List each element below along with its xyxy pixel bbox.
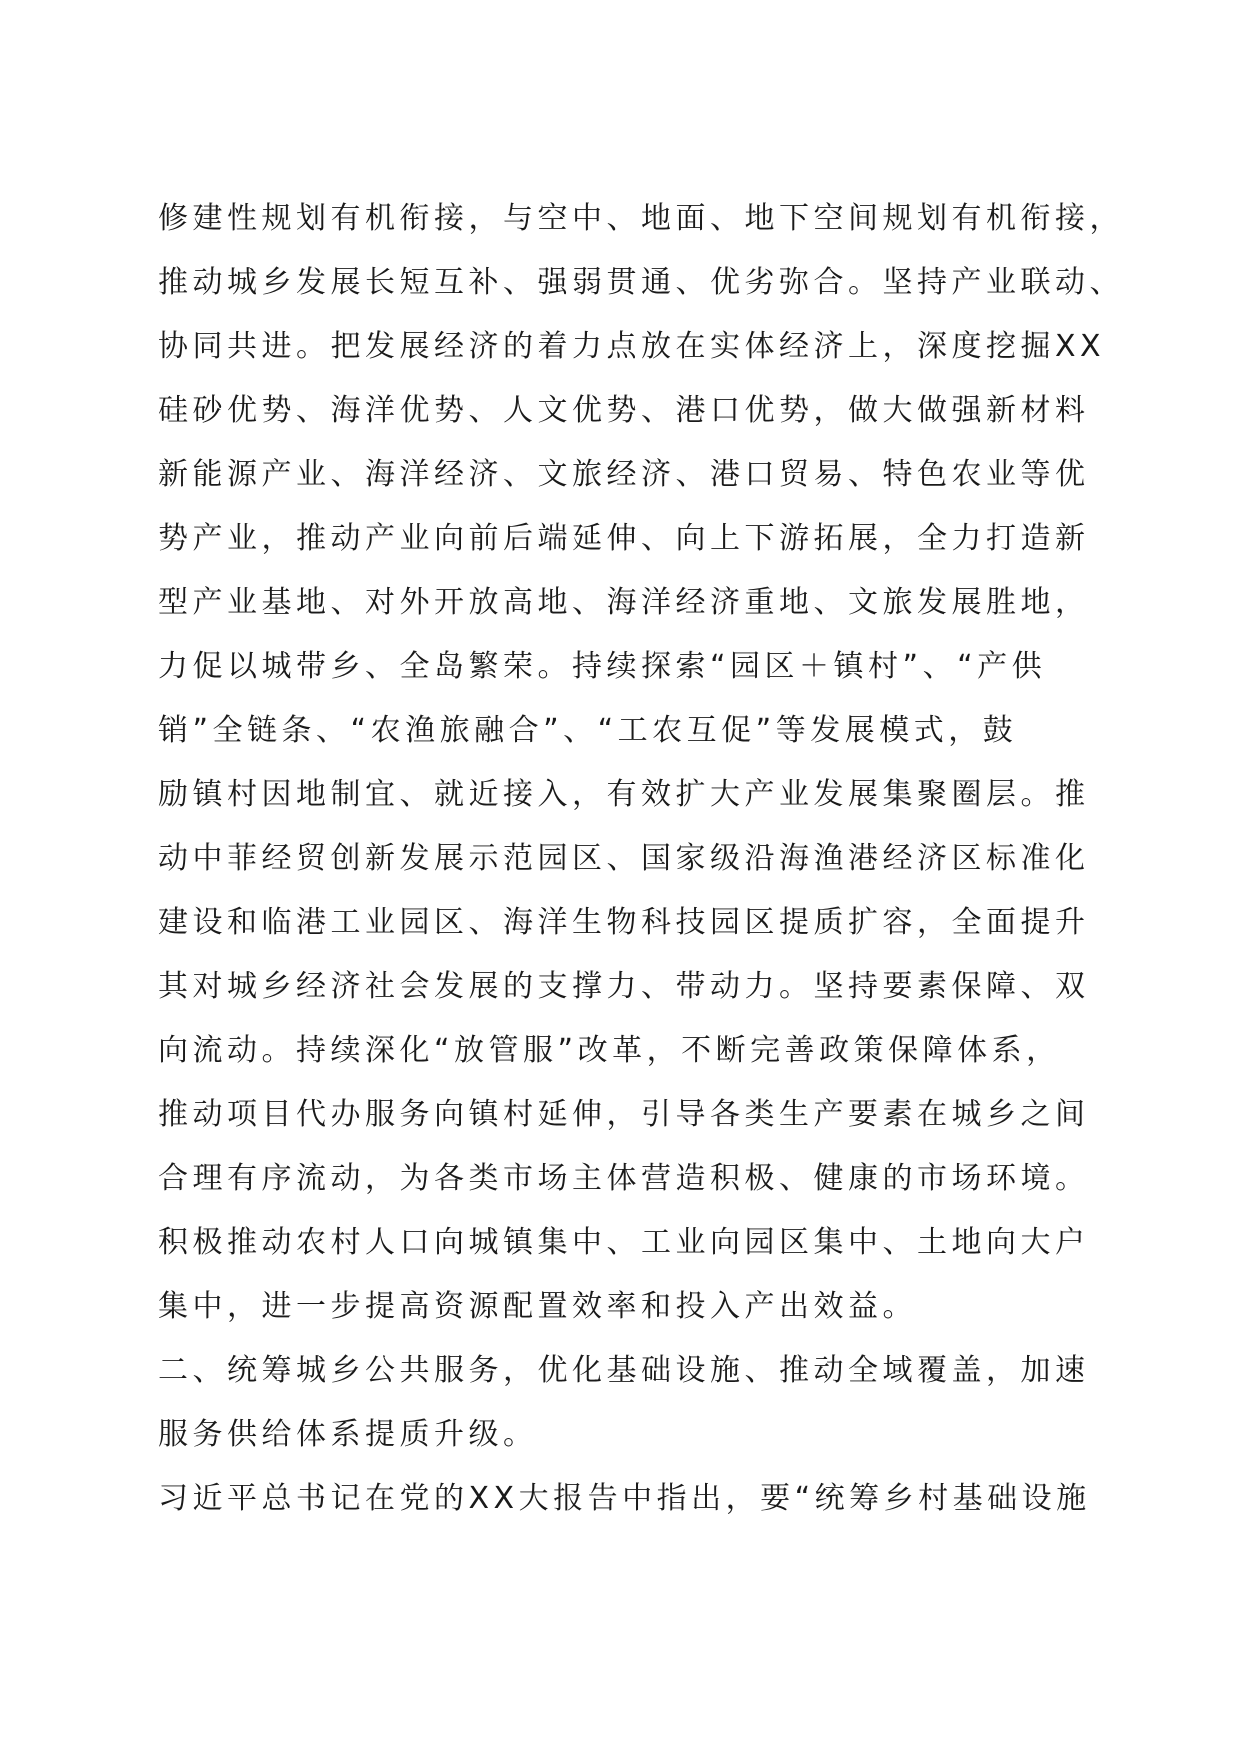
text-line: 硅砂优势、海洋优势、人文优势、港口优势，做大做强新材料 [158, 393, 1090, 428]
text-line: 型产业基地、对外开放高地、海洋经济重地、文旅发展胜地， [158, 585, 1090, 620]
text-line: 销”全链条、“农渔旅融合”、“工农互促”等发展模式，鼓 [158, 713, 1018, 748]
text-line: 合理有序流动，为各类市场主体营造积极、健康的市场环境。 [158, 1161, 1090, 1196]
text-line: 习近平总书记在党的XX大报告中指出，要“统筹乡村基础设施 [158, 1481, 1091, 1516]
text-line: 积极推动农村人口向城镇集中、工业向园区集中、土地向大户 [158, 1225, 1090, 1260]
text-line: 建设和临港工业园区、海洋生物科技园区提质扩容，全面提升 [158, 905, 1090, 940]
text-line: 励镇村因地制宜、就近接入，有效扩大产业发展集聚圈层。推 [158, 777, 1090, 812]
text-line: 动中菲经贸创新发展示范园区、国家级沿海渔港经济区标准化 [158, 841, 1090, 876]
text-line: 新能源产业、海洋经济、文旅经济、港口贸易、特色农业等优 [158, 457, 1090, 492]
section-heading-line: 二、统筹城乡公共服务，优化基础设施、推动全域覆盖，加速 [158, 1353, 1090, 1388]
text-line: 推动项目代办服务向镇村延伸，引导各类生产要素在城乡之间 [158, 1097, 1090, 1132]
text-line: 向流动。持续深化“放管服”改革，不断完善政策保障体系， [158, 1033, 1061, 1068]
text-line: 修建性规划有机衔接，与空中、地面、地下空间规划有机衔接， [158, 201, 1124, 236]
text-line: 推动城乡发展长短互补、强弱贯通、优劣弥合。坚持产业联动、 [158, 265, 1124, 300]
text-line: 势产业，推动产业向前后端延伸、向上下游拓展，全力打造新 [158, 521, 1090, 556]
body-text [158, 187, 1124, 1531]
section-heading-line: 服务供给体系提质升级。 [158, 1417, 538, 1452]
text-line: 其对城乡经济社会发展的支撑力、带动力。坚持要素保障、双 [158, 969, 1090, 1004]
text-line: 力促以城带乡、全岛繁荣。持续探索“园区＋镇村”、“产供 [158, 649, 1047, 684]
text-line: 协同共进。把发展经济的着力点放在实体经济上，深度挖掘XX [158, 329, 1106, 364]
text-line: 集中，进一步提高资源配置效率和投入产出效益。 [158, 1289, 917, 1324]
